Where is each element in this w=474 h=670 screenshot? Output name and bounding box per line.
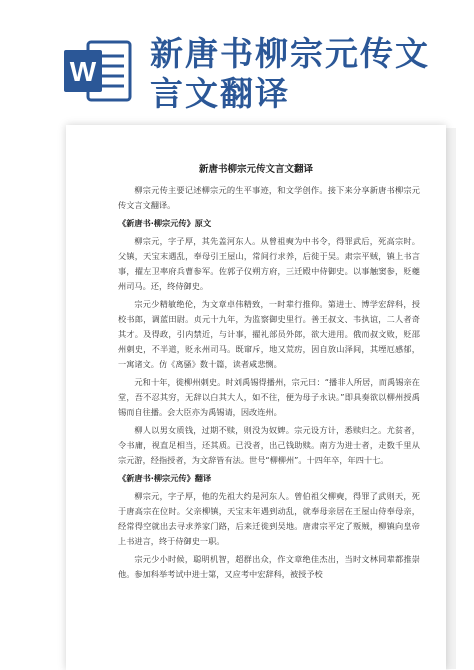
paragraph-translation-1: 柳宗元，字子厚，他的先祖大约是河东人。曾伯祖父柳奭，得罪了武则天，死于唐高宗在位时。父亲柳镇，天宝末年遇到动乱，就奉母亲居在王屋山侍奉母亲，经常得空就出去寻求养家门路，后来迁徙到吴地。唐肃宗平定了叛贼，柳镇向皇帝上书进言，终于侍御史一职。 bbox=[118, 491, 420, 546]
paragraph-original-2: 宗元少精敏绝伦，为文章卓伟精致，一时辈行推仰。第进士、博学宏辞科，授校书郎，调蓝田尉。贞元十九年，为监察御史里行。善王叔文、韦执谊，二人者奇其才。及得政，引内禁近，与计事，擢礼部员外郎，欲大进用。俄而叔文败，贬邵州刺史，不半道，贬永州司马。既窜斥，地又荒疠，因自放山泽间，其堙厄感郁，一寓诸文。仿《离骚》数十篇，读者咸悲恻。 bbox=[118, 299, 420, 369]
document-page bbox=[66, 125, 446, 670]
paragraph-original-4: 柳人以男女质钱，过期不赎，则没为奴婢。宗元设方计，悉赎归之。尤贫者，令书庸，视直足相当，还其质。已没者，出己钱助赎。南方为进士者，走数千里从宗元游，经指授者，为文辞皆有法。世号“柳柳州”。十四年卒，年四十七。 bbox=[118, 425, 420, 465]
word-icon-letter: W bbox=[69, 56, 97, 87]
page-title-line1: 新唐书柳宗元传文 bbox=[150, 34, 430, 73]
word-document-icon bbox=[62, 38, 134, 104]
paragraph-original-3: 元和十年，徙柳州刺史。时刘禹锡得播州，宗元曰：“播非人所居，而禹锡亲在堂，吾不忍其穷，无辞以白其大人，如不往，便为母子永诀。”即具奏欲以柳州授禹锡而自往播。会大臣亦为禹锡请，因改连州。 bbox=[118, 377, 420, 417]
paragraph-translation-2: 宗元少小时候，聪明机智，超群出众，作文章绝佳杰出，当时文林同辈都推崇他。参加科举考试中进士第，又应考中宏辞科，被授予校 bbox=[118, 554, 420, 579]
page-title-line2: 言文翻译 bbox=[150, 74, 290, 113]
section-heading-original: 《新唐书·柳宗元传》原文 bbox=[118, 218, 212, 228]
paragraph-original-1: 柳宗元，字子厚，其先盖河东人。从曾祖奭为中书令，得罪武后，死高宗时。父镇，天宝末遇乱，奉母引王屋山，常间行求养，后徙于吴。肃宗平贼，镇上书言事，擢左卫率府兵曹参军。佐郭子仪朔方府，三迁殿中侍御史。以事触窦参，贬夔州司马。还，终侍御史。 bbox=[118, 236, 420, 291]
paragraph-intro: 柳宗元传主要记述柳宗元的生平事迹，和文学创作。接下来分享新唐书柳宗元传文言文翻译。 bbox=[118, 185, 420, 210]
header-banner bbox=[0, 0, 474, 120]
section-heading-translation: 《新唐书·柳宗元传》翻译 bbox=[118, 473, 212, 483]
document-title: 新唐书柳宗元传文言文翻译 bbox=[198, 164, 313, 175]
document-body bbox=[118, 183, 420, 585]
